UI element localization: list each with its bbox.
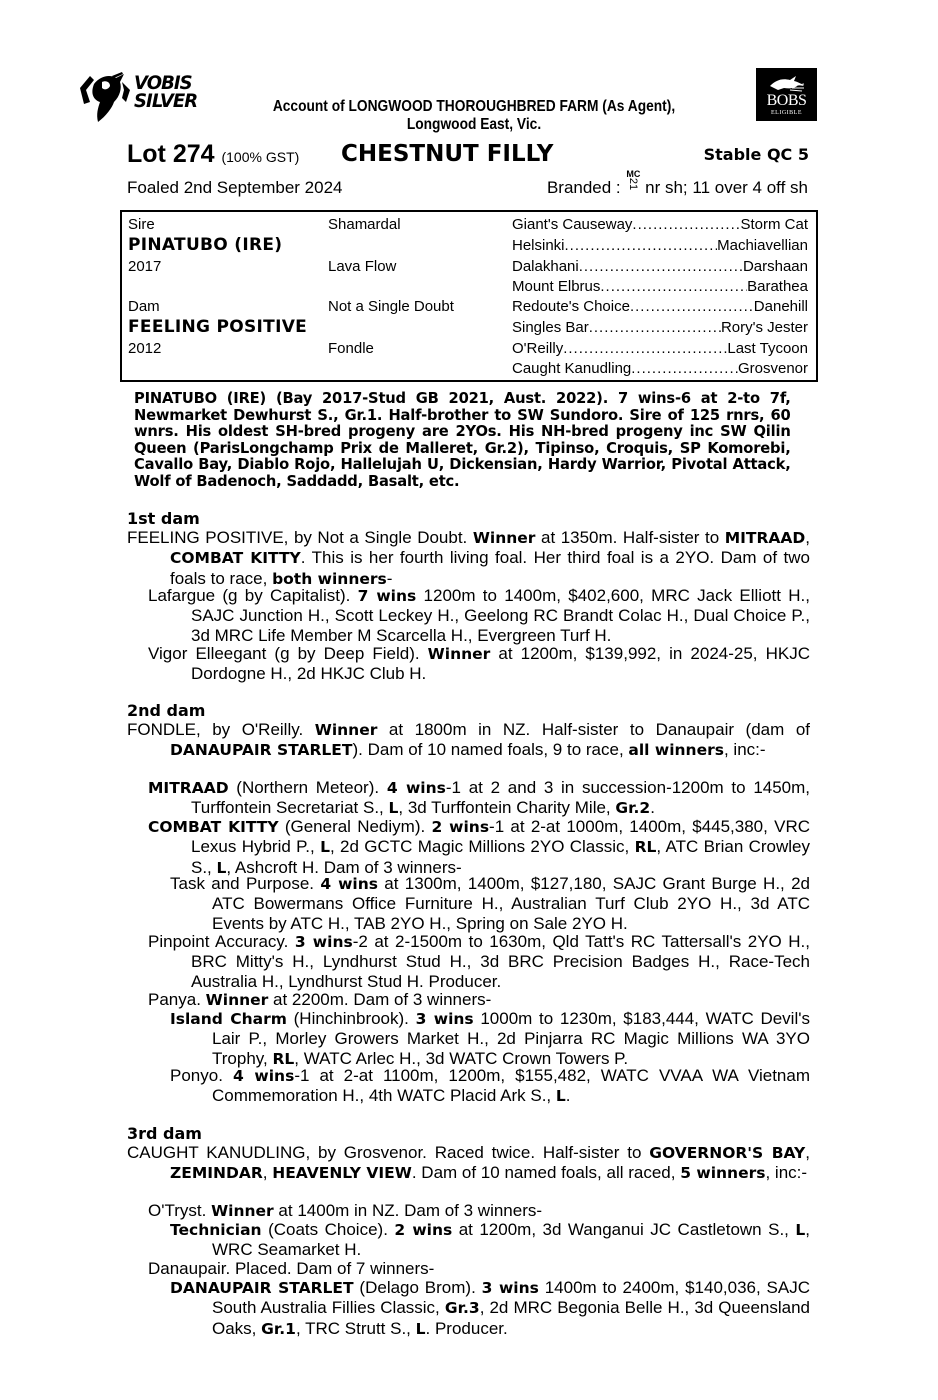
bold-highlight: L [415,1319,426,1338]
second-dam-heading: 2nd dam [127,701,206,720]
bold-highlight: 5 winners [680,1164,766,1183]
bold-highlight: Winner [472,529,536,547]
gst-note: (100% GST) [221,149,300,165]
bobs-horse-icon [768,74,806,92]
pedigree-table [120,210,818,382]
sire-year: 2017 [128,258,162,275]
third-gen-row: Mount Elbrus ..... Barathea [512,278,808,296]
sire-dam: Lava Flow [328,258,397,275]
bold-highlight: 7 wins [357,587,417,605]
progeny-entry: Technician (Coats Choice). 2 wins at 1200m, 3d Wanganui JC Castletown S., L, WRC Seamarket H. [170,1220,810,1260]
foaled-date: Foaled 2nd September 2024 [127,178,343,197]
sire-name: PINATUBO (IRE) [128,235,283,255]
third-gen-row: Singles Bar ..... Rory's Jester [512,319,808,337]
dam-dam: Fondle [328,340,374,357]
progeny-entry: Task and Purpose. 4 wins at 1300m, 1400m, $127,180, SAJC Grant Burge H., 2d ATC Bowermans Office Furniture H., Australian Turf Club 2YO H., 3d ATC Events by ATC H., TAB 2YO H., Spring on Sale 2YO H. [170,874,811,933]
stable-location: Stable QC 5 [703,145,809,164]
third-gen-row: Helsinki ..... Machiavellian [512,237,808,255]
dam-label: Dam [128,298,160,315]
branded-info: Branded : MC 21 nr sh; 11 over 4 off sh [546,169,808,197]
bold-highlight: COMBAT KITTY [148,818,279,836]
bold-highlight: 2 wins [394,1221,453,1239]
bold-highlight: ZEMINDAR [170,1164,263,1183]
first-dam-heading: 1st dam [127,509,200,528]
progeny-entry: Lafargue (g by Capitalist). 7 wins 1200m to 1400m, $402,600, MRC Jack Elliott H., SAJC Junction H., Scott Leckey H., Geelong RC Brandt Colac H., Dual Choice P., 3d MRC Life Member M Scarcella H., Evergreen Turf H. [148,586,810,645]
progeny-entry: Danaupair. Placed. Dam of 7 winners- [148,1259,435,1278]
third-gen-row: Giant's Causeway ..... Storm Cat [512,216,808,234]
bold-highlight: 4 wins [232,1067,295,1085]
bold-highlight: Winner [211,1202,274,1220]
bold-highlight: Technician [170,1221,262,1239]
lot-number: Lot 274 (100% GST) [127,140,300,168]
bobs-eligible-badge: BOBS ELIGIBLE [756,68,817,121]
sire-label: Sire [128,216,155,233]
third-dam-summary: CAUGHT KANUDLING, by Grosvenor. Raced twice. Half-sister to GOVERNOR'S BAY, ZEMINDAR, HEAVENLY VIEW. Dam of 10 named foals, all raced, 5 winners, inc:- [127,1143,810,1183]
brand-mark-icon: MC 21 [626,169,641,191]
lot-description: CHESTNUT FILLY [341,141,554,167]
bold-highlight: L [555,1087,566,1106]
third-gen-row: Redoute's Choice ..... Danehill [512,298,808,316]
bold-highlight: DANAUPAIR STARLET [170,741,353,760]
third-dam-heading: 3rd dam [127,1124,202,1143]
bold-highlight: L [388,799,399,818]
bold-highlight: RL [272,1049,295,1068]
bold-highlight: all winners [628,741,724,760]
dam-name: FEELING POSITIVE [128,317,308,337]
bold-highlight: L [216,858,227,877]
bold-highlight: COMBAT KITTY [170,549,301,568]
bold-highlight: HEAVENLY VIEW [272,1164,412,1183]
vendor-account [238,98,709,134]
bold-highlight: DANAUPAIR STARLET [170,1279,354,1297]
bold-highlight: 3 wins [294,933,353,951]
bold-highlight: both winners [272,569,387,588]
third-gen-row: Caught Kanudling ..... Grosvenor [512,360,808,378]
bold-highlight: MITRAAD [724,529,806,547]
bold-highlight: L [320,838,330,857]
progeny-entry: Ponyo. 4 wins-1 at 2-at 1100m, 1200m, $155,482, WATC VVAA WA Vietnam Commemoration H., 4th WATC Placid Ark S., L. [170,1066,810,1106]
bold-highlight: L [795,1221,806,1239]
bold-highlight: Gr.3 [444,1299,480,1318]
sire-summary: PINATUBO (IRE) (Bay 2017-Stud GB 2021, Aust. 2022). 7 wins-6 at 2-to 7f, Newmarket Dewhurst S., Gr.1. Half-brother to SW Sundoro. Sire of 125 rnrs, 60 wnrs. His oldest SH-bred progeny are 2YOs. His NH-bred progeny inc SW Qilin Queen (ParisLongchamp Prix de Malleret, Gr.2), Tipinso, Croquis, SP Komorebi, Cavallo Bay, Diablo Rojo, Hallelujah U, Dickensian, Hardy Warrior, Pivotal Attack, Wolf of Badenoch, Saddadd, Basalt, etc. [134,389,791,490]
progeny-entry: MITRAAD (Northern Meteor). 4 wins-1 at 2 and 3 in succession-1200m to 1450m, Turffontein Secretariat S., L, 3d Turffontein Charity Mile, Gr.2. [148,778,811,818]
progeny-entry: Vigor Elleegant (g by Deep Field). Winner at 1200m, $139,992, in 2024-25, HKJC Dordogne H., 2d HKJC Club H. [148,644,810,684]
bold-highlight: Gr.1 [261,1319,296,1338]
dam-year: 2012 [128,340,162,357]
bold-highlight: Winner [205,991,269,1009]
third-gen-row: O'Reilly ..... Last Tycoon [512,340,808,358]
sire-sire: Shamardal [328,216,401,233]
progeny-entry: Island Charm (Hinchinbrook). 3 wins 1000m to 1230m, $183,444, WATC Devil's Lair P., Morley Growers Market H., 2d Pinjarra RC Magic Millions WA 3YO Trophy, RL, WATC Arlec H., 3d WATC Crown Towers P. [170,1009,810,1068]
bold-highlight: 4 wins [386,779,446,797]
lot-header [127,139,809,171]
dam-sire: Not a Single Doubt [328,298,454,315]
bold-highlight: Winner [314,721,378,739]
bold-highlight: RL [634,838,657,857]
bold-highlight: 3 wins [481,1279,539,1297]
bold-highlight: 4 wins [320,875,378,893]
second-dam-summary: FONDLE, by O'Reilly. Winner at 1800m in NZ. Half-sister to Danaupair (dam of DANAUPAIR STARLET). Dam of 10 named foals, 9 to race, all winners, inc:- [127,720,810,760]
bold-highlight: Winner [427,645,491,663]
progeny-entry: Pinpoint Accuracy. 3 wins-2 at 2-1500m to 1630m, Qld Tatt's RC Tattersall's 2YO H., BRC Mitty's H., Lyndhurst Stud H., 3d BRC Precision Badges H., Race-Tech Australia H., Lyndhurst Stud H. Producer. [148,932,810,991]
vendor-line-1: Account of LONGWOOD THOROUGHBRED FARM (As Agent), [272,98,676,115]
bold-highlight: MITRAAD [148,779,229,797]
progeny-entry: COMBAT KITTY (General Nediym). 2 wins-1 at 2-at 1000m, 1400m, $445,380, VRC Lexus Hybrid P., L, 2d GCTC Magic Millions 2YO Classic, RL, ATC Brian Crowley S., L, Ashcroft H. Dam of 3 winners- [148,817,810,877]
bold-highlight: Gr.2 [615,799,651,818]
progeny-entry: O'Tryst. Winner at 1400m in NZ. Dam of 3 winners- [148,1201,543,1220]
jockey-horse-icon [76,68,134,124]
vobis-silver-logo [76,68,214,124]
bold-highlight: GOVERNOR'S BAY [649,1144,806,1162]
progeny-entry: DANAUPAIR STARLET (Delago Brom). 3 wins 1400m to 2400m, $140,036, SAJC South Australia Fillies Classic, Gr.3, 2d MRC Begonia Belle H., 3d Queensland Oaks, Gr.1, TRC Strutt S., L. Producer. [170,1278,811,1338]
progeny-entry: Panya. Winner at 2200m. Dam of 3 winners- [148,990,492,1009]
bold-highlight: Island Charm [170,1010,287,1028]
bold-highlight: 3 wins [415,1010,474,1028]
logo-wordmark: VOBIS SILVER [134,72,198,112]
first-dam-summary: FEELING POSITIVE, by Not a Single Doubt. Winner at 1350m. Half-sister to MITRAAD, COMBAT KITTY. This is her fourth living foal. Her third foal is a 2YO. Dam of two foals to race, both winners- [127,528,810,588]
vendor-line-2: Longwood East, Vic. [406,116,542,133]
third-gen-row: Dalakhani ..... Darshaan [512,258,808,276]
bold-highlight: 2 wins [431,818,490,836]
